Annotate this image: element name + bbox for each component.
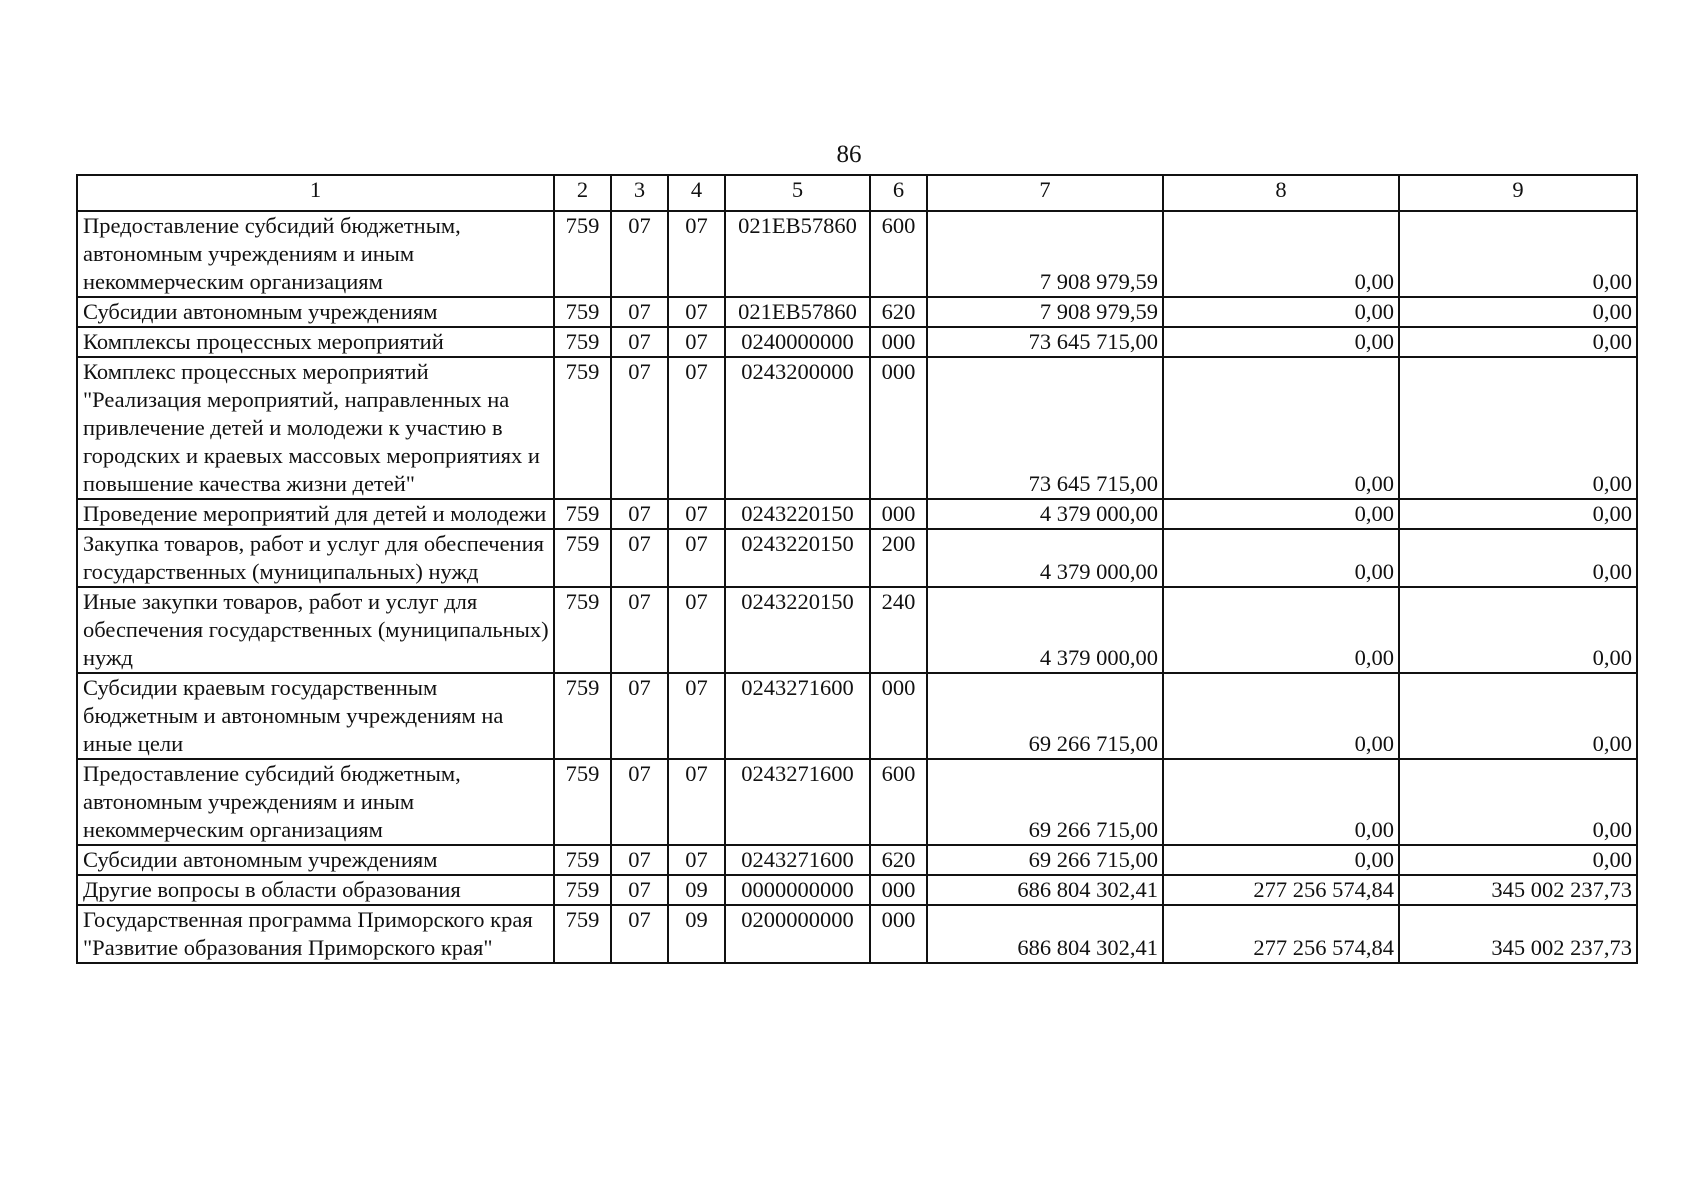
amount-col9-cell: 0,00 (1399, 759, 1637, 845)
section-code-cell: 07 (611, 529, 668, 587)
item-name-cell: Закупка товаров, работ и услуг для обеспечения государственных (муниципальных) нужд (77, 529, 554, 587)
section-code-cell: 07 (611, 587, 668, 673)
target-article-cell: 0243220150 (725, 529, 870, 587)
table-row (77, 327, 1637, 357)
amount-col9-cell: 0,00 (1399, 587, 1637, 673)
grbs-code-cell: 759 (554, 499, 611, 529)
target-article-cell: 0240000000 (725, 327, 870, 357)
grbs-code-cell: 759 (554, 905, 611, 963)
section-code-cell: 07 (611, 499, 668, 529)
grbs-code-cell: 759 (554, 529, 611, 587)
grbs-code-cell: 759 (554, 297, 611, 327)
subsection-code-cell: 07 (668, 327, 725, 357)
subsection-code-cell: 07 (668, 759, 725, 845)
amount-col8-cell: 0,00 (1163, 587, 1399, 673)
section-code-cell: 07 (611, 357, 668, 499)
expense-type-cell: 600 (870, 759, 927, 845)
table-row (77, 297, 1637, 327)
section-code-cell: 07 (611, 759, 668, 845)
amount-col8-cell: 0,00 (1163, 845, 1399, 875)
section-code-cell: 07 (611, 673, 668, 759)
grbs-code-cell: 759 (554, 587, 611, 673)
amount-col8-cell: 0,00 (1163, 759, 1399, 845)
amount-col7-cell: 73 645 715,00 (927, 357, 1163, 499)
table-row (77, 211, 1637, 297)
amount-col7-cell: 686 804 302,41 (927, 905, 1163, 963)
amount-col9-cell: 0,00 (1399, 327, 1637, 357)
table-row (77, 845, 1637, 875)
expense-type-cell: 000 (870, 905, 927, 963)
expense-type-cell: 240 (870, 587, 927, 673)
subsection-code-cell: 09 (668, 905, 725, 963)
target-article-cell: 021EB57860 (725, 297, 870, 327)
grbs-code-cell: 759 (554, 327, 611, 357)
section-code-cell: 07 (611, 905, 668, 963)
amount-col7-cell: 69 266 715,00 (927, 845, 1163, 875)
amount-col8-cell: 0,00 (1163, 357, 1399, 499)
amount-col9-cell: 0,00 (1399, 845, 1637, 875)
target-article-cell: 0243271600 (725, 673, 870, 759)
subsection-code-cell: 07 (668, 673, 725, 759)
table-row (77, 905, 1637, 963)
item-name-cell: Субсидии краевым государственным бюджетным и автономным учреждениям на иные цели (77, 673, 554, 759)
item-name-cell: Проведение мероприятий для детей и молодежи (77, 499, 554, 529)
amount-col8-cell: 0,00 (1163, 673, 1399, 759)
amount-col7-cell: 4 379 000,00 (927, 499, 1163, 529)
target-article-cell: 021EB57860 (725, 211, 870, 297)
amount-col9-cell: 0,00 (1399, 499, 1637, 529)
subsection-code-cell: 07 (668, 357, 725, 499)
budget-table (76, 174, 1638, 964)
amount-col7-cell: 4 379 000,00 (927, 529, 1163, 587)
section-code-cell: 07 (611, 875, 668, 905)
amount-col7-cell: 7 908 979,59 (927, 297, 1163, 327)
item-name-cell: Субсидии автономным учреждениям (77, 845, 554, 875)
expense-type-cell: 620 (870, 297, 927, 327)
expense-type-cell: 000 (870, 875, 927, 905)
amount-col7-cell: 69 266 715,00 (927, 759, 1163, 845)
amount-col9-cell: 0,00 (1399, 357, 1637, 499)
amount-col8-cell: 0,00 (1163, 499, 1399, 529)
item-name-cell: Предоставление субсидий бюджетным, автономным учреждениям и иным некоммерческим организациям (77, 759, 554, 845)
target-article-cell: 0243271600 (725, 845, 870, 875)
column-header-8: 8 (1163, 175, 1399, 211)
amount-col9-cell: 0,00 (1399, 297, 1637, 327)
column-header-6: 6 (870, 175, 927, 211)
target-article-cell: 0243271600 (725, 759, 870, 845)
grbs-code-cell: 759 (554, 357, 611, 499)
table-row (77, 875, 1637, 905)
section-code-cell: 07 (611, 327, 668, 357)
section-code-cell: 07 (611, 211, 668, 297)
target-article-cell: 0243200000 (725, 357, 870, 499)
table-row (77, 587, 1637, 673)
expense-type-cell: 000 (870, 327, 927, 357)
item-name-cell: Государственная программа Приморского края "Развитие образования Приморского края" (77, 905, 554, 963)
expense-type-cell: 000 (870, 673, 927, 759)
subsection-code-cell: 07 (668, 529, 725, 587)
table-body (77, 175, 1637, 963)
amount-col9-cell: 345 002 237,73 (1399, 875, 1637, 905)
amount-col7-cell: 73 645 715,00 (927, 327, 1163, 357)
grbs-code-cell: 759 (554, 211, 611, 297)
subsection-code-cell: 07 (668, 499, 725, 529)
subsection-code-cell: 07 (668, 211, 725, 297)
amount-col9-cell: 345 002 237,73 (1399, 905, 1637, 963)
amount-col8-cell: 0,00 (1163, 211, 1399, 297)
item-name-cell: Иные закупки товаров, работ и услуг для обеспечения государственных (муниципальных) нужд (77, 587, 554, 673)
grbs-code-cell: 759 (554, 875, 611, 905)
item-name-cell: Комплексы процессных мероприятий (77, 327, 554, 357)
item-name-cell: Комплекс процессных мероприятий "Реализация мероприятий, направленных на привлечение детей и молодежи к участию в городских и краевых массовых мероприятиях и повышение качества жизни детей" (77, 357, 554, 499)
column-header-4: 4 (668, 175, 725, 211)
expense-type-cell: 200 (870, 529, 927, 587)
expense-type-cell: 000 (870, 357, 927, 499)
target-article-cell: 0000000000 (725, 875, 870, 905)
table-row (77, 529, 1637, 587)
subsection-code-cell: 09 (668, 875, 725, 905)
column-header-7: 7 (927, 175, 1163, 211)
table-row (77, 759, 1637, 845)
column-header-3: 3 (611, 175, 668, 211)
subsection-code-cell: 07 (668, 587, 725, 673)
section-code-cell: 07 (611, 845, 668, 875)
target-article-cell: 0243220150 (725, 587, 870, 673)
item-name-cell: Субсидии автономным учреждениям (77, 297, 554, 327)
table-row (77, 673, 1637, 759)
subsection-code-cell: 07 (668, 845, 725, 875)
expense-type-cell: 000 (870, 499, 927, 529)
target-article-cell: 0243220150 (725, 499, 870, 529)
amount-col9-cell: 0,00 (1399, 529, 1637, 587)
page-number: 86 (836, 141, 862, 168)
section-code-cell: 07 (611, 297, 668, 327)
target-article-cell: 0200000000 (725, 905, 870, 963)
amount-col7-cell: 4 379 000,00 (927, 587, 1163, 673)
grbs-code-cell: 759 (554, 759, 611, 845)
table-row (77, 499, 1637, 529)
column-header-9: 9 (1399, 175, 1637, 211)
header-row (77, 175, 1637, 211)
amount-col7-cell: 686 804 302,41 (927, 875, 1163, 905)
expense-type-cell: 620 (870, 845, 927, 875)
subsection-code-cell: 07 (668, 297, 725, 327)
amount-col9-cell: 0,00 (1399, 211, 1637, 297)
amount-col7-cell: 7 908 979,59 (927, 211, 1163, 297)
amount-col8-cell: 0,00 (1163, 327, 1399, 357)
amount-col8-cell: 0,00 (1163, 297, 1399, 327)
item-name-cell: Другие вопросы в области образования (77, 875, 554, 905)
amount-col8-cell: 277 256 574,84 (1163, 905, 1399, 963)
column-header-1: 1 (77, 175, 554, 211)
grbs-code-cell: 759 (554, 673, 611, 759)
table-row (77, 357, 1637, 499)
amount-col8-cell: 0,00 (1163, 529, 1399, 587)
amount-col7-cell: 69 266 715,00 (927, 673, 1163, 759)
item-name-cell: Предоставление субсидий бюджетным, автономным учреждениям и иным некоммерческим организациям (77, 211, 554, 297)
grbs-code-cell: 759 (554, 845, 611, 875)
expense-type-cell: 600 (870, 211, 927, 297)
amount-col8-cell: 277 256 574,84 (1163, 875, 1399, 905)
column-header-5: 5 (725, 175, 870, 211)
column-header-2: 2 (554, 175, 611, 211)
amount-col9-cell: 0,00 (1399, 673, 1637, 759)
